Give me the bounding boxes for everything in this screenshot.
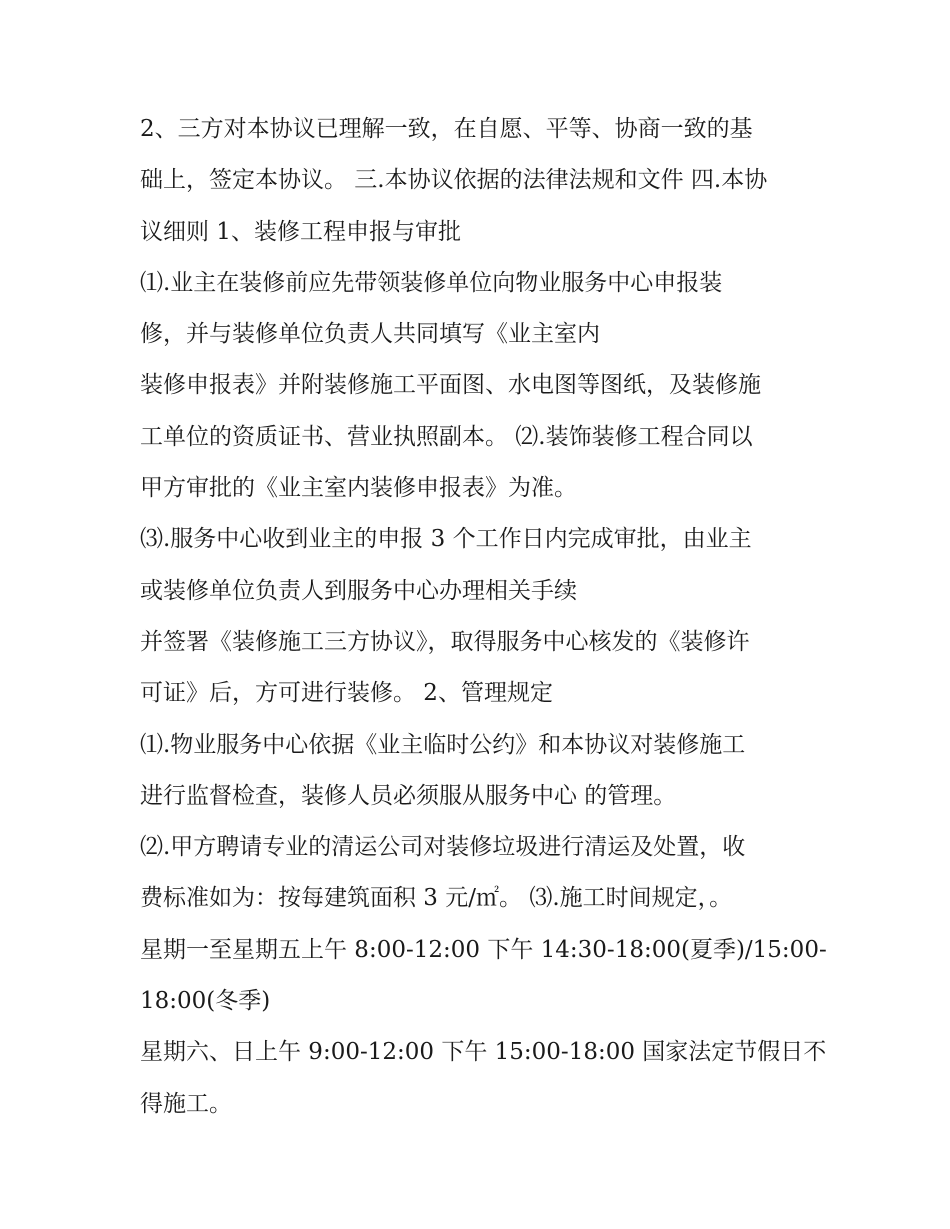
text-line: 并签署《装修施工三方协议》，取得服务中心核发的《装修许 xyxy=(140,628,750,655)
text-line: 18:00(冬季) xyxy=(140,988,271,1015)
text-line: ⑴.物业服务中心依据《业主临时公约》和本协议对装修施工 xyxy=(140,731,746,758)
text-line: 费标准如为：按每建筑面积 3 元/㎡。 ⑶.施工时间规定，。 xyxy=(140,885,733,912)
document-body xyxy=(140,104,840,1130)
text-line: 星期一至星期五上午 8:00-12:00 下午 14:30-18:00(夏季)/15:00- xyxy=(140,936,827,963)
text-line: 得施工。 xyxy=(140,1090,232,1117)
text-line: 工单位的资质证书、营业执照副本。 ⑵.装饰装修工程合同以 xyxy=(140,423,753,450)
text-line: 星期六、日上午 9:00-12:00 下午 15:00-18:00 国家法定节假日不 xyxy=(140,1039,827,1066)
text-line: 础上，签定本协议。 三.本协议依据的法律法规和文件 四.本协 xyxy=(140,167,768,194)
text-line: 可证》后，方可进行装修。 2、管理规定 xyxy=(140,680,553,707)
text-line: ⑵.甲方聘请专业的清运公司对装修垃圾进行清运及处置，收 xyxy=(140,834,746,861)
text-line: 修，并与装修单位负责人共同填写《业主室内 xyxy=(140,321,600,348)
text-line: ⑶.服务中心收到业主的申报 3 个工作日内完成审批，由业主 xyxy=(140,526,752,553)
text-line: 进行监督检查，装修人员必须服从服务中心 的管理。 xyxy=(140,782,677,809)
text-line: 2、三方对本协议已理解一致，在自愿、平等、协商一致的基 xyxy=(140,116,753,142)
text-line: 或装修单位负责人到服务中心办理相关手续 xyxy=(140,577,577,604)
text-line: 甲方审批的《业主室内装修申报表》为准。 xyxy=(140,475,577,502)
text-line: ⑴.业主在装修前应先带领装修单位向物业服务中心申报装 xyxy=(140,269,723,296)
text-line: 议细则 1、装修工程申报与审批 xyxy=(140,218,461,245)
text-line: 装修申报表》并附装修施工平面图、水电图等图纸，及装修施 xyxy=(140,372,761,399)
